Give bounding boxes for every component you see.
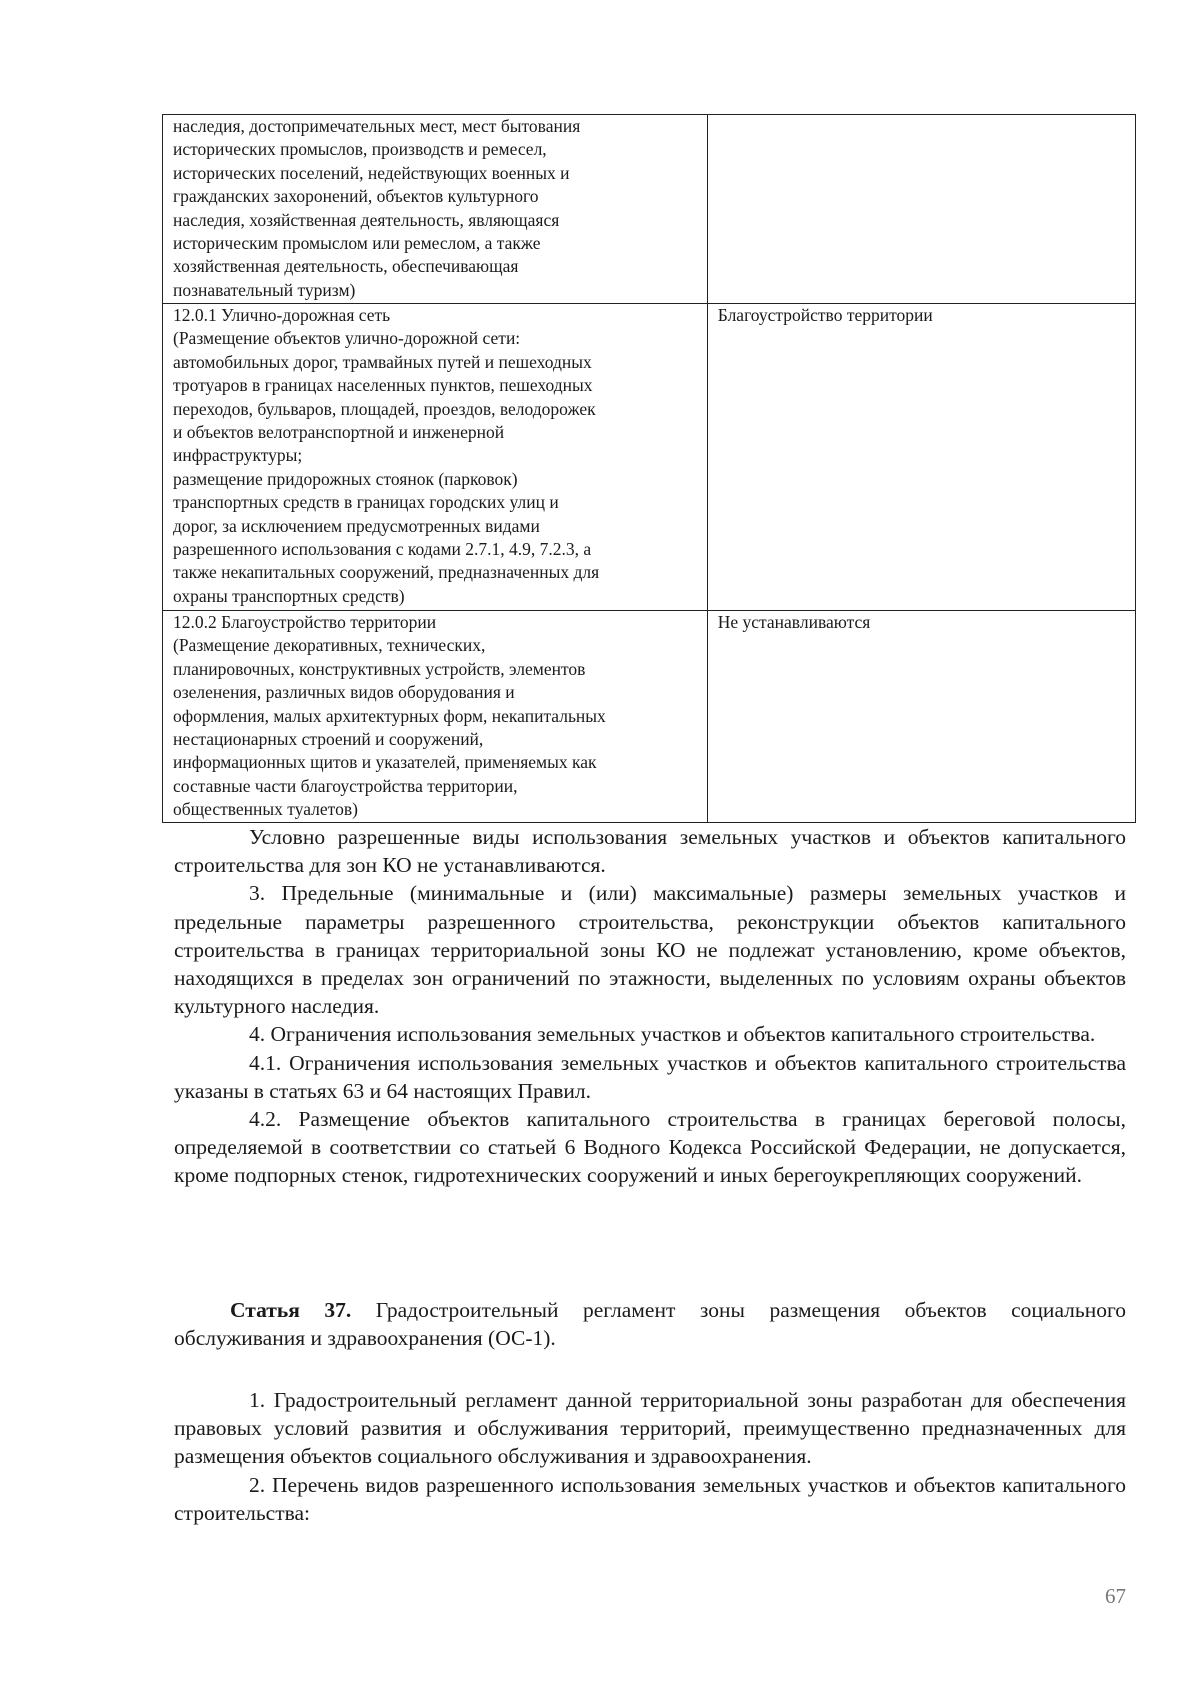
land-use-table bbox=[162, 114, 1136, 823]
cell-line: познавательный туризм) bbox=[173, 279, 356, 300]
cell-line: нестационарных строений и сооружений, bbox=[173, 729, 484, 750]
paragraph-restrictions-4-2: 4.2. Размещение объектов капитального строительства в границах береговой полосы, определяемой в соответствии со статьей 6 Водного Кодекса Российской Федерации, не допускается, кроме подпорных стенок, гидротехнических сооружений и иных берегоукрепляющих сооружений. bbox=[174, 1107, 1126, 1188]
paragraph-regulation-purpose: 1. Градостроительный регламент данной территориальной зоны разработан для обеспечения правовых условий развития и обслуживания территорий, преимущественно предназначенных для размещения объектов социального обслуживания и здравоохранения. bbox=[174, 1388, 1126, 1469]
cell-line: также некапитальных сооружений, предназначенных для bbox=[173, 562, 600, 583]
paragraph-restrictions-4-1: 4.1. Ограничения использования земельных участков и объектов капитального строительства указаны в статьях 63 и 64 настоящих Правил. bbox=[174, 1050, 1126, 1103]
cell-line: озеленения, различных видов оборудования и bbox=[173, 682, 515, 703]
page-number: 67 bbox=[1105, 1584, 1126, 1608]
cell-line: Благоустройство территории bbox=[717, 305, 933, 325]
paragraph-permitted-uses-list: 2. Перечень видов разрешенного использования земельных участков и объектов капитального строительства: bbox=[174, 1472, 1126, 1525]
cell-line: 12.0.1 Улично-дорожная сеть bbox=[173, 305, 391, 325]
table-cell-use-type bbox=[163, 611, 708, 823]
cell-line: (Размещение объектов улично-дорожной сети: bbox=[173, 328, 521, 349]
cell-line: хозяйственная деятельность, обеспечивающая bbox=[173, 256, 519, 277]
table-cell-use-type bbox=[163, 115, 708, 304]
cell-line: автомобильных дорог, трамвайных путей и пешеходных bbox=[173, 351, 592, 372]
cell-line: планировочных, конструктивных устройств, элементов bbox=[173, 658, 586, 679]
cell-line: оформления, малых архитектурных форм, некапитальных bbox=[173, 705, 606, 726]
article-label: Статья 37. bbox=[230, 1298, 352, 1322]
cell-line: инфраструктуры; bbox=[173, 445, 303, 466]
cell-line: наследия, достопримечательных мест, мест бытования bbox=[173, 116, 581, 136]
cell-line: Не устанавливаются bbox=[717, 612, 871, 632]
cell-line: составные части благоустройства территории, bbox=[173, 775, 518, 796]
cell-line: гражданских захоронений, объектов культурного bbox=[173, 186, 539, 207]
cell-line: (Размещение декоративных, технических, bbox=[173, 635, 486, 656]
article-body bbox=[174, 1386, 1126, 1527]
paragraph-conditional-uses: Условно разрешенные виды использования земельных участков и объектов капитального строительства для зон КО не устанавливаются. bbox=[174, 825, 1126, 878]
regulation-body bbox=[174, 823, 1126, 1190]
article-title: Градостроительный регламент зоны размещения объектов социального обслуживания и здравоохранения (ОС-1). bbox=[174, 1298, 1126, 1351]
cell-line: транспортных средств в границах городских улиц и bbox=[173, 492, 559, 513]
table-row bbox=[163, 115, 1136, 304]
paragraph-restrictions: 4. Ограничения использования земельных участков и объектов капитального строительства. bbox=[249, 1022, 1096, 1047]
cell-line: переходов, бульваров, площадей, проездов, велодорожек bbox=[173, 398, 596, 419]
cell-line: наследия, хозяйственная деятельность, являющаяся bbox=[173, 209, 560, 230]
cell-line: и объектов велотранспортной и инженерной bbox=[173, 422, 505, 443]
cell-line: разрешенного использования с кодами 2.7.1, 4.9, 7.2.3, а bbox=[173, 539, 592, 560]
cell-line: 12.0.2 Благоустройство территории bbox=[173, 612, 437, 632]
table-cell-use-type bbox=[163, 304, 708, 611]
table-cell-auxiliary-use bbox=[707, 611, 1135, 823]
paragraph-limits: 3. Предельные (минимальные и (или) максимальные) размеры земельных участков и предельные параметры разрешенного строительства, реконструкции объектов капитального строительства в границах территориальной зоны КО не подлежат установлению, кроме объектов, находящихся в пределах зон ограничений по этажности, выделенных по условиям охраны объектов культурного наследия. bbox=[174, 881, 1126, 1019]
cell-line: дорог, за исключением предусмотренных видами bbox=[173, 515, 540, 536]
cell-line: исторических промыслов, производств и ремесел, bbox=[173, 139, 547, 160]
table-row bbox=[163, 304, 1136, 611]
cell-line: исторических поселений, недействующих военных и bbox=[173, 162, 570, 183]
cell-line: общественных туалетов) bbox=[173, 799, 358, 820]
cell-line: размещение придорожных стоянок (парковок) bbox=[173, 468, 518, 489]
table-row bbox=[163, 611, 1136, 823]
article-heading bbox=[174, 1296, 1126, 1352]
cell-line: историческим промыслом или ремеслом, а также bbox=[173, 233, 541, 254]
cell-line: информационных щитов и указателей, применяемых как bbox=[173, 752, 597, 773]
cell-line: охраны транспортных средств) bbox=[173, 585, 405, 606]
cell-line: тротуаров в границах населенных пунктов, пешеходных bbox=[173, 375, 593, 396]
table-cell-auxiliary-use bbox=[707, 115, 1135, 304]
table-cell-auxiliary-use bbox=[707, 304, 1135, 611]
